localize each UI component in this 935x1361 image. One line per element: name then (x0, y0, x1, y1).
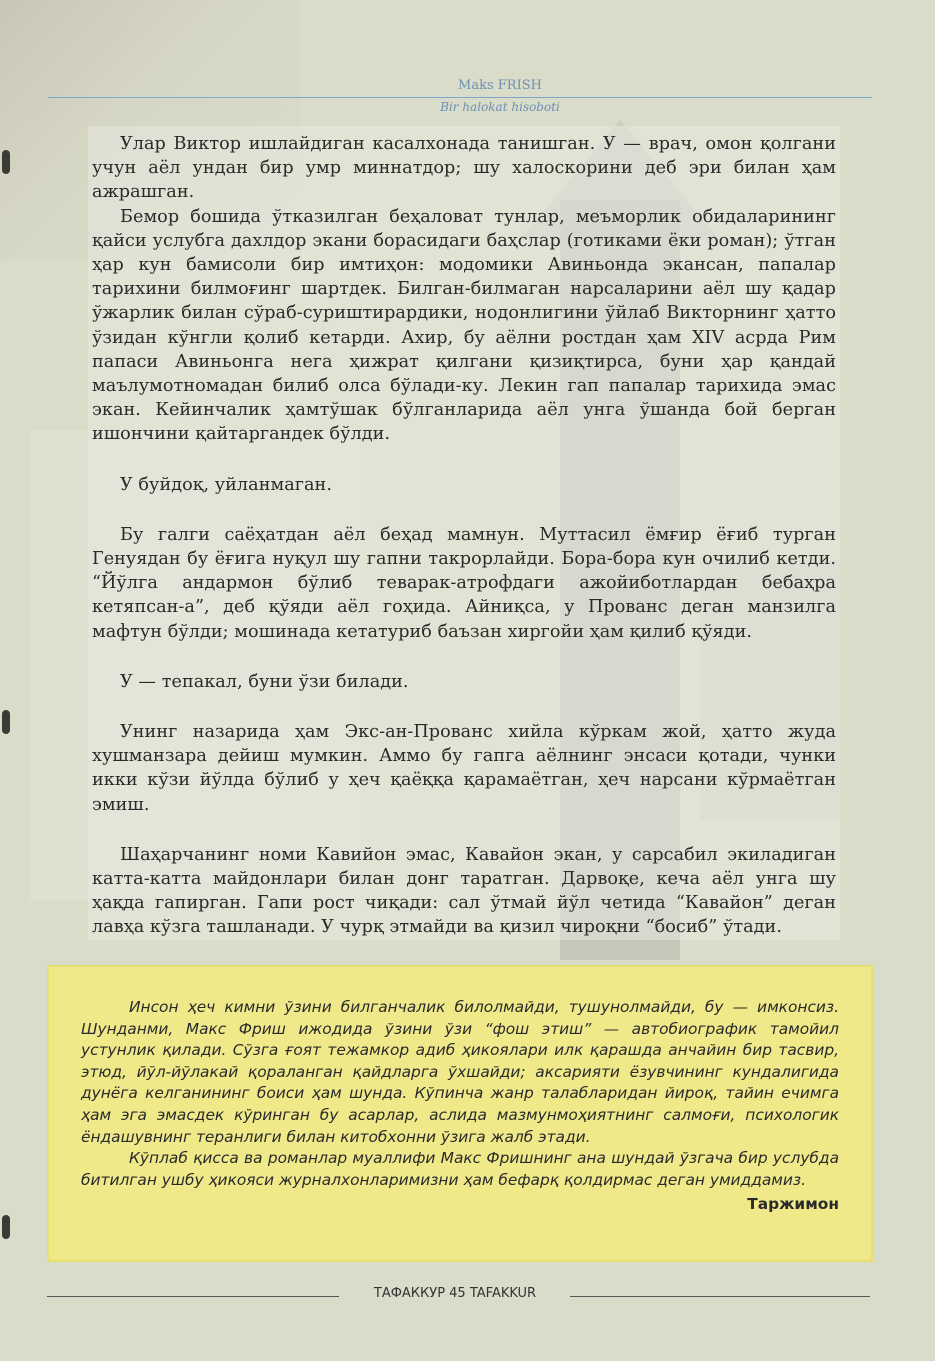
note-paragraph: Кўплаб қисса ва романлар муаллифи Макс Фришнинг ана шундай ўзгача бир услубда битилган ушбу ҳикояси журналхонларимизни ҳам бефарқ қолдирмас деган умиддамиз. (81, 1149, 839, 1189)
binder-hole (2, 150, 10, 174)
article-paragraph: Унинг назарида ҳам Экс-ан-Прованс хийла кўркам жой, ҳатто жуда хушманзара дейиш мумкин. Аммо бу гапга аёлнинг энсаси қотади, чунки икки кўзи йўлда бўлиб у ҳеч қаёққа қарамаётган, ҳеч нарсани кўрмаётган эмиш. (92, 722, 836, 815)
article-body (88, 126, 840, 940)
binder-hole (2, 1215, 10, 1239)
article-paragraph: Улар Виктор ишлайдиган касалхонада танишган. У — врач, омон қолгани учун аёл ундан бир умр миннатдор; шу халоскорини деб эри билан ҳам ажрашган. (92, 134, 836, 203)
translator-signature: Таржимон (747, 1195, 839, 1214)
translator-note-box (47, 965, 873, 1262)
page-footer: ТАФАККУР 45 TAFAKKUR (373, 1286, 537, 1301)
article-paragraph: Бу галги саёҳатдан аёл беҳад мамнун. Муттасил ёмғир ёғиб турган Генуядан бу ёғига нуқул шу гапни такрорлайди. Бора-бора кун очилиб кетди. “Йўлга андармон бўлиб теварак-атрофдаги ажойиботлардан бебаҳра кетяпсан-а”, деб қўяди аёл гоҳида. Айниқса, у Прованс деган манзилга мафтун бўлди; мошинада кетатуриб баъзан хиргойи ҳам қилиб қўяди. (92, 524, 836, 642)
footer-rule-left (47, 1296, 339, 1297)
header-rule (48, 97, 872, 98)
article-paragraph: У буйдоқ, уйланмаган. (120, 474, 332, 495)
binder-hole (2, 710, 10, 734)
note-paragraph: Инсон ҳеч кимни ўзини билганчалик билолмайди, тушунолмайди, бу — имконсиз. Шунданми, Макс Фриш ижодида ўзини ўзи “фош этиш” — автобиографик тамойил устунлик қилади. Сўзга ғоят тежамкор адиб ҳикоялари илк қарашда анчайин бир тасвир, этюд, йўл-йўлакай қораланган қайдларга ўхшайди; аксарияти ёзувчининг кундалигида дунёга келганининг боиси ҳам шунда. Кўпинча жанр талабларидан йироқ, тайин ечимга ҳам эга эмасдек кўринган бу асарлар, аслида мазмунмоҳиятнинг салмоғи, психологик ёндашувнинг теранлиги билан китобхонни ўзига жалб этади. (81, 998, 839, 1146)
article-paragraph: У — тепакал, буни ўзи билади. (120, 671, 409, 692)
article-paragraph: Шаҳарчанинг номи Кавийон эмас, Кавайон экан, у сарсабил экиладиган катта-катта майдонлари билан донг таратган. Дарвоқе, кеча аёл унга шу ҳақда гапирган. Гапи рост чиқади: сал ўтмай йўл четида “Кавайон” деган лавҳа кўзга ташланади. У чурқ этмайди ва қизил чироқни “босиб” ўтади. (92, 844, 836, 938)
footer-rule-right (570, 1296, 870, 1297)
article-paragraph: Бемор бошида ўтказилган беҳаловат тунлар, меъморлик обидаларининг қайси услубга дахлдор экани борасидаги баҳслар (готиками ёки роман); ўтган ҳар кун бамисоли бир имтиҳон: модомики Авиньонда экансан, папалар тарихини билмоғинг шартдек. Билган-билмаган нарсаларини аёл шу қадар ўжарлик билан сўраб-суриштирардики, нодонлигини ўйлаб Викторнинг ҳатто ўзидан кўнгли қолиб кетарди. Ахир, бу аёлни ростдан ҳам XIV асрда Рим папаси Авиньонга нега ҳижрат қилгани қизиқтирса, буни ҳар қандай маълумотномадан билиб олса бўлади-ку. Лекин гап папалар тарихида эмас экан. Кейинчалик ҳамтўшак бўлганларида аёл унга ўшанда бой берган ишончини қайтаргандек бўлди. (92, 206, 836, 445)
running-header-title: Maks FRISH (458, 78, 542, 93)
running-header-subtitle: Bir halokat hisoboti (440, 100, 560, 114)
